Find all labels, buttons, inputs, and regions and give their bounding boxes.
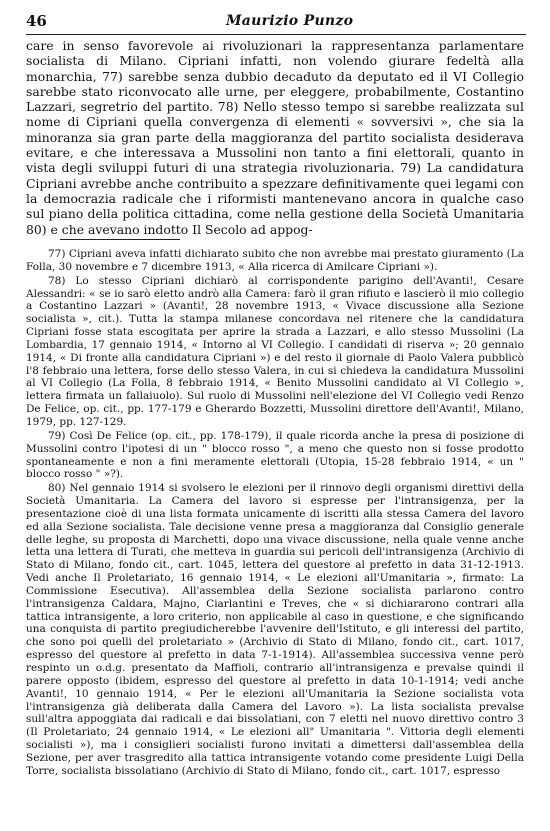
footnotes <box>26 248 524 779</box>
running-head-author: Maurizio Punzo <box>226 13 354 29</box>
body-paragraph: care in senso favorevole ai rivoluzionari la rappresentanza parlamentare socialista di Milano. Cipriani infatti, non volendo giurare fedeltà alla monarchia, 77) sarebbe senza dubbio decaduto da deputato ed il VI Collegio sarebbe stato riconvocato alle urne, per eleggere, probabilmente, Costantino Lazzari, segretrio del partito. 78) Nello stesso tempo si sarebbe realizzata sul nome di Cipriani quella convergenza di elementi « sovversivi », che sia la minoranza sia gran parte della maggioranza del partito socialista desiderava evitare, e che interessava a Mussolini non tanto a fini elettorali, quanto in vista degli sviluppi futuri di una strategia rivoluzionaria. 79) La candidatura Cipriani avrebbe anche contribuito a spezzare definitivamente quei legami con la democrazia radicale che i riformisti mantenevano ancora in qualche caso sul piano della politica cittadina, come nella gestione della Società Umanitaria 80) e che avevano indotto Il Secolo ad appog- <box>26 38 524 237</box>
running-header <box>26 12 526 35</box>
footnote-80: 80) Nel gennaio 1914 si svolsero le elezioni per il rinnovo degli organismi direttivi della Società Umanitaria. La Camera del lavoro si espresse per l'intransigenza, per la presentazione cioè di una lista formata unicamente di iscritti alla stessa Camera del lavoro ed alla Sezione socialista. Tale decisione venne presa a maggioranza dal Consiglio generale delle leghe, su proposta di Marchetti, dopo una vivace discussione, nella quale venne anche letta una lettera di Turati, che metteva in guardia sui pericoli dell'intransigenza (Archivio di Stato di Milano, fondo cit., cart. 1045, lettera del questore al prefetto in data 31-12-1913. Vedi anche Il Proletariato, 16 gennaio 1914, « Le elezioni all'Umanitaria », firmato: La Commissione Esecutiva). All'assemblea della Sezione socialista parlarono contro l'intransigenza Caldara, Majno, Ciarlantini e Treves, che « si dichiararono contrari alla tattica intransigente, a loro criterio, non applicabile al caso in questione, e che significando una conquista di partito pregiudicherebbe l'avvenire dell'Istituto, e gli interessi del partito, che sono poi quelli del proletariato » (Archivio di Stato di Milano, fondo cit., cart. 1017, espresso del questore al prefetto in data 7-1-1914). All'assemblea successiva venne però respinto un o.d.g. presentato da Maffioli, contrario all'intransigenza e prevalse quindi il parere opposto (ibidem, espresso del questore al prefetto in data 10-1-1914; vedi anche Avanti!, 10 gennaio 1914, « Per le elezioni all'Umanitaria la Sezione socialista vota l'intransigenza già deliberata dalla Camera del Lavoro »). La lista socialista prevalse sull'altra appoggiata dai radicali e dai bissolatiani, con 7 eletti nel nuovo direttivo contro 3 (Il Proletariato, 24 gennaio 1914, « Le elezioni all" Umanitaria ". Vittoria degli elementi socialisti »), ma i consiglieri socialisti furono invitati a dimettersi dall'assemblea della Sezione, per aver trasgredito alla tattica intransigente votando come presidente Luigi Della Torre, socialista bissolatiano (Archivio di Stato di Milano, fondo cit., cart. 1017, espresso <box>26 482 524 777</box>
footnote-78: 78) Lo stesso Cipriani dichiarò al corrispondente parigino dell'Avanti!, Cesare Alessandri: « se io sarò eletto andrò alla Camera: farò il gran rifiuto e lascierò il mio collegio a Costantino Lazzari » (Avanti!, 28 novembre 1913, « Vivace discussione alla Sezione socialista », cit.). Tutta la stampa milanese concordava nel ritenere che la candidatura Cipriani fosse stata escogitata per aprire la strada a Lazzari, e allo stesso Mussolini (La Lombardia, 17 gennaio 1914, « Intorno al VI Collegio. I candidati di riserva »; 20 gennaio 1914, « Di fronte alla candidatura Cipriani ») e del resto il giornale di Paolo Valera pubblicò l'8 febbraio una lettera, forse dello stesso Valera, in cui si chiedeva la candidatura Mussolini al VI Collegio (La Folla, 8 febbraio 1914, « Benito Mussolini candidato al VI Collegio », lettera firmata un fallaiuolo). Sul ruolo di Mussolini nell'elezione del VI Collegio vedi Renzo De Felice, op. cit., pp. 177-179 e Gherardo Bozzetti, Mussolini direttore dell'Avanti!, Milano, 1979, pp. 127-129. <box>26 274 524 428</box>
page-number: 46 <box>26 12 47 30</box>
footnote-separator <box>60 239 180 240</box>
footnote-79: 79) Così De Felice (op. cit., pp. 178-179), il quale ricorda anche la presa di posizione di Mussolini contro l'ipotesi di un " blocco rosso ", a meno che questo non si fosse prodotto spontaneamente e non a fini meramente elettorali (Utopia, 15-28 febbraio 1914, « un " blocco rosso " »?). <box>26 429 524 481</box>
footnote-77: 77) Cipriani aveva infatti dichiarato subito che non avrebbe mai prestato giuramento (La Folla, 30 novembre e 7 dicembre 1913, « Alla ricerca di Amilcare Cipriani »). <box>26 248 524 273</box>
main-text <box>26 38 524 237</box>
